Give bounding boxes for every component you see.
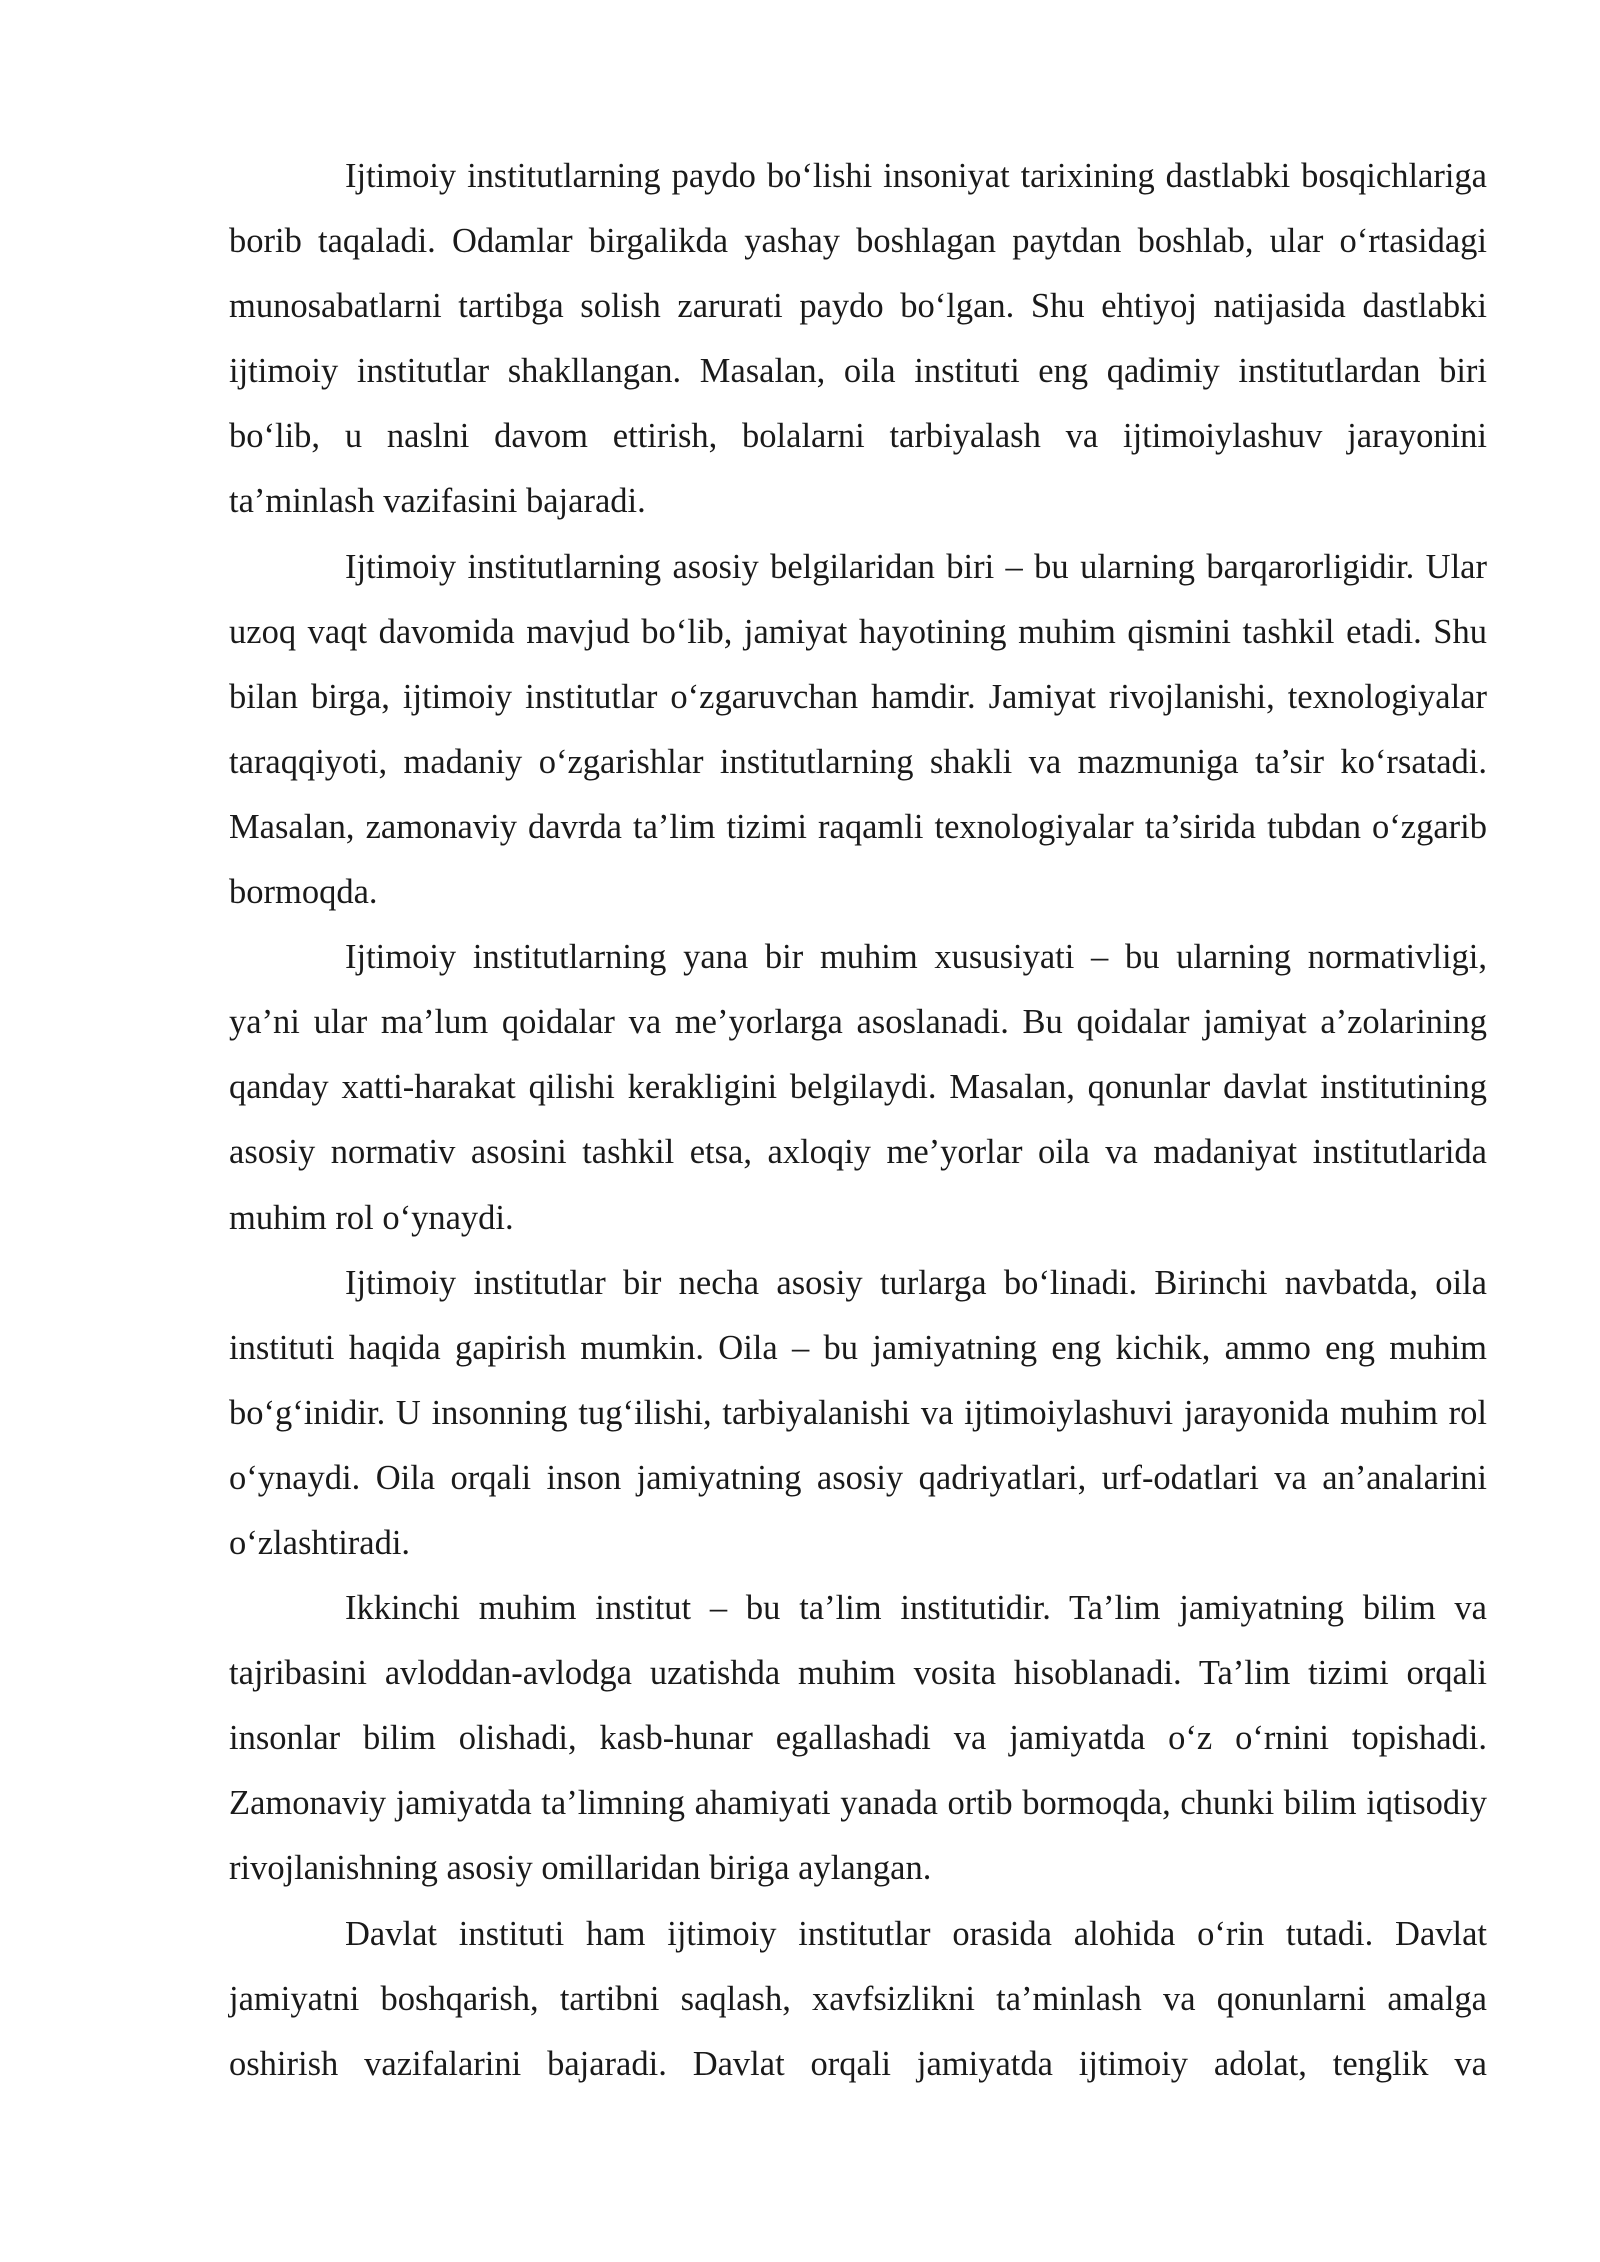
- paragraph-1: Ijtimoiy institutlarning paydo bo‘lishi insoniyat tarixining dastlabki bosqichlariga borib taqaladi. Odamlar birgalikda yashay boshlagan paytdan boshlab, ular o‘rtasidagi munosabatlarni tartibga solish zarurati paydo bo‘lgan. Shu ehtiyoj natijasida dastlabki ijtimoiy institutlar shakllangan. Masalan, oila instituti eng qadimiy institutlardan biri bo‘lib, u naslni davom ettirish, bolalarni tarbiyalash va ijtimoiylashuv jarayonini ta’minlash vazifasini bajaradi.: [229, 157, 1487, 521]
- paragraph-5: Ikkinchi muhim institut – bu ta’lim institutidir. Ta’lim jamiyatning bilim va tajribasini avloddan-avlodga uzatishda muhim vosita hisoblanadi. Ta’lim tizimi orqali insonlar bilim olishadi, kasb-hunar egallashadi va jamiyatda o‘z o‘rnini topishadi. Zamonaviy jamiyatda ta’limning ahamiyati yanada ortib bormoqda, chunki bilim iqtisodiy rivojlanishning asosiy omillaridan biriga aylangan.: [229, 1589, 1487, 1888]
- paragraph-3: Ijtimoiy institutlarning yana bir muhim xususiyati – bu ularning normativligi, ya’ni ular ma’lum qoidalar va me’yorlarga asoslanadi. Bu qoidalar jamiyat a’zolarining qanday xatti-harakat qilishi kerakligini belgilaydi. Masalan, qonunlar davlat institutining asosiy normativ asosini tashkil etsa, axloqiy me’yorlar oila va madaniyat institutlarida muhim rol o‘ynaydi.: [229, 938, 1487, 1237]
- document-body: [229, 144, 1487, 2097]
- paragraph-2: Ijtimoiy institutlarning asosiy belgilaridan biri – bu ularning barqarorligidir. Ular uzoq vaqt davomida mavjud bo‘lib, jamiyat hayotining muhim qismini tashkil etadi. Shu bilan birga, ijtimoiy institutlar o‘zgaruvchan hamdir. Jamiyat rivojlanishi, texnologiyalar taraqqiyoti, madaniy o‘zgarishlar institutlarning shakli va mazmuniga ta’sir ko‘rsatadi. Masalan, zamonaviy davrda ta’lim tizimi raqamli texnologiyalar ta’sirida tubdan o‘zgarib bormoqda.: [229, 547, 1487, 912]
- paragraph-4: Ijtimoiy institutlar bir necha asosiy turlarga bo‘linadi. Birinchi navbatda, oila instituti haqida gapirish mumkin. Oila – bu jamiyatning eng kichik, ammo eng muhim bo‘g‘inidir. U insonning tug‘ilishi, tarbiyalanishi va ijtimoiylashuvi jarayonida muhim rol o‘ynaydi. Oila orqali inson jamiyatning asosiy qadriyatlari, urf-odatlari va an’analarini o‘zlashtiradi.: [229, 1263, 1487, 1562]
- paragraph-6: Davlat instituti ham ijtimoiy institutlar orasida alohida o‘rin tutadi. Davlat jamiyatni boshqarish, tartibni saqlash, xavfsizlikni ta’minlash va qonunlarni amalga oshirish vazifalarini bajaradi. Davlat orqali jamiyatda ijtimoiy adolat, tenglik va: [229, 1914, 1487, 2083]
